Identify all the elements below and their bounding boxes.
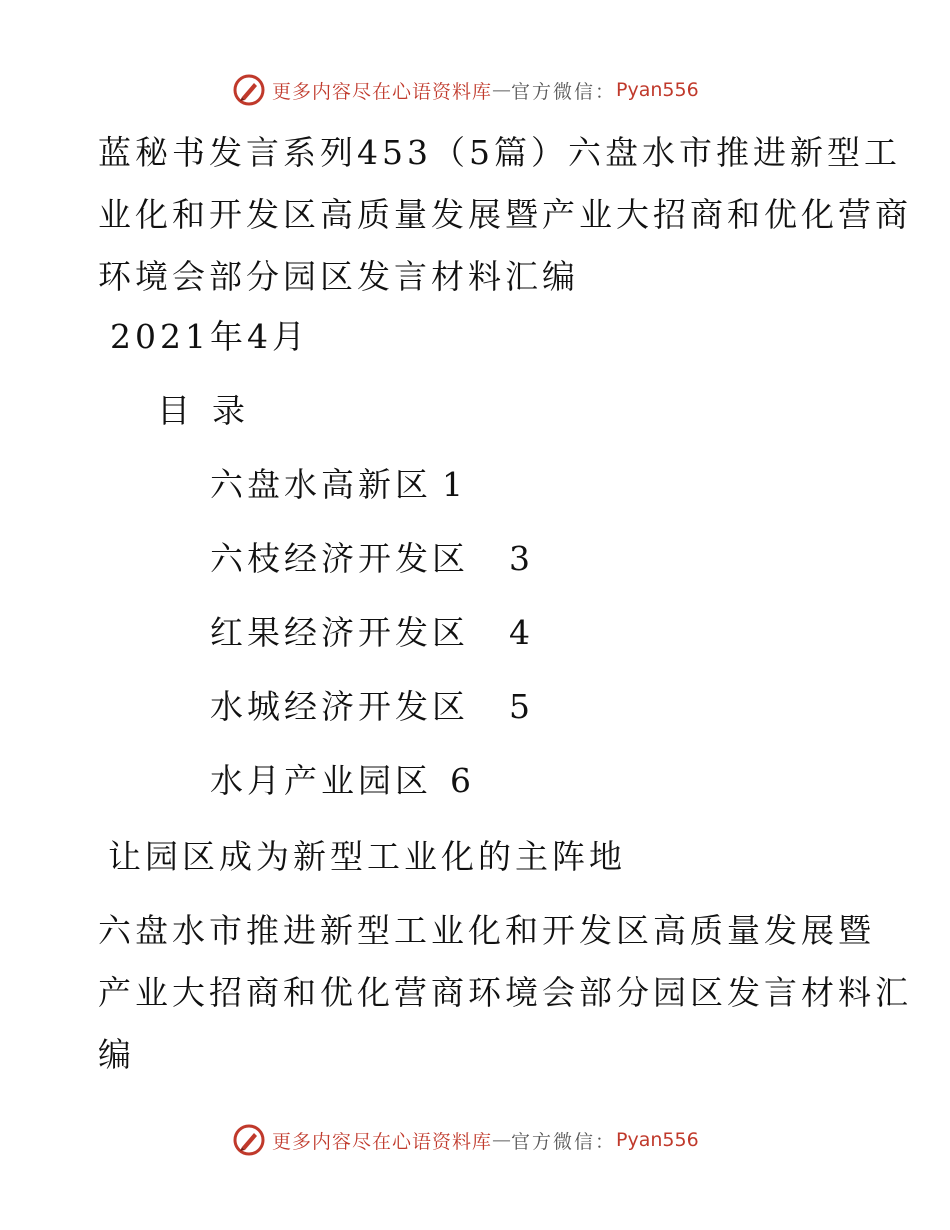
section-title: 让园区成为新型工业化的主阵地	[108, 837, 626, 876]
footer-watermark	[232, 1120, 732, 1160]
toc-item[interactable]	[210, 676, 534, 738]
section-subtitle	[98, 900, 912, 1086]
toc-item-name: 水月产业园区	[210, 761, 432, 800]
watermark-label: 官方微信：	[511, 1130, 617, 1153]
watermark-dash: —	[492, 1129, 512, 1151]
toc-item-page: 1	[442, 465, 467, 504]
watermark-brand: 更多内容尽在心语资料库	[272, 1130, 493, 1153]
watermark-label: 官方微信：	[511, 80, 617, 103]
title-line: 环境会部分园区发言材料汇编	[98, 257, 579, 296]
watermark-wechat-id: Pyan556	[616, 79, 699, 101]
watermark-brand: 更多内容尽在心语资料库	[272, 80, 493, 103]
subtitle-line: 产业大招商和优化营商环境会部分园区发言材料汇	[98, 973, 912, 1012]
toc-item[interactable]	[210, 602, 534, 664]
toc-item-page: 6	[450, 761, 475, 800]
document-title	[98, 122, 912, 308]
subtitle-line: 编	[98, 1035, 135, 1074]
toc-title: 目录	[157, 391, 267, 430]
toc-item-name: 水城经济开发区	[210, 687, 469, 726]
toc-item-name: 红果经济开发区	[210, 613, 469, 652]
toc-item[interactable]	[210, 528, 534, 590]
toc-item-name: 六枝经济开发区	[210, 539, 469, 578]
toc-item-page: 5	[509, 687, 534, 726]
pen-logo-icon	[232, 1123, 266, 1157]
toc-item-page: 4	[509, 613, 534, 652]
header-watermark	[232, 70, 732, 110]
subtitle-line: 六盘水市推进新型工业化和开发区高质量发展暨	[98, 911, 875, 950]
watermark-wechat-id: Pyan556	[616, 1129, 699, 1151]
toc-item-name: 六盘水高新区	[210, 465, 432, 504]
toc-item[interactable]	[210, 454, 467, 516]
title-line: 蓝秘书发言系列453（5篇）六盘水市推进新型工	[98, 133, 901, 172]
document-date: 2021年4月	[110, 317, 309, 356]
toc-item-page: 3	[509, 539, 534, 578]
title-line: 业化和开发区高质量发展暨产业大招商和优化营商	[98, 195, 912, 234]
pen-logo-icon	[232, 73, 266, 107]
toc-item[interactable]	[210, 750, 475, 812]
watermark-dash: —	[492, 79, 512, 101]
